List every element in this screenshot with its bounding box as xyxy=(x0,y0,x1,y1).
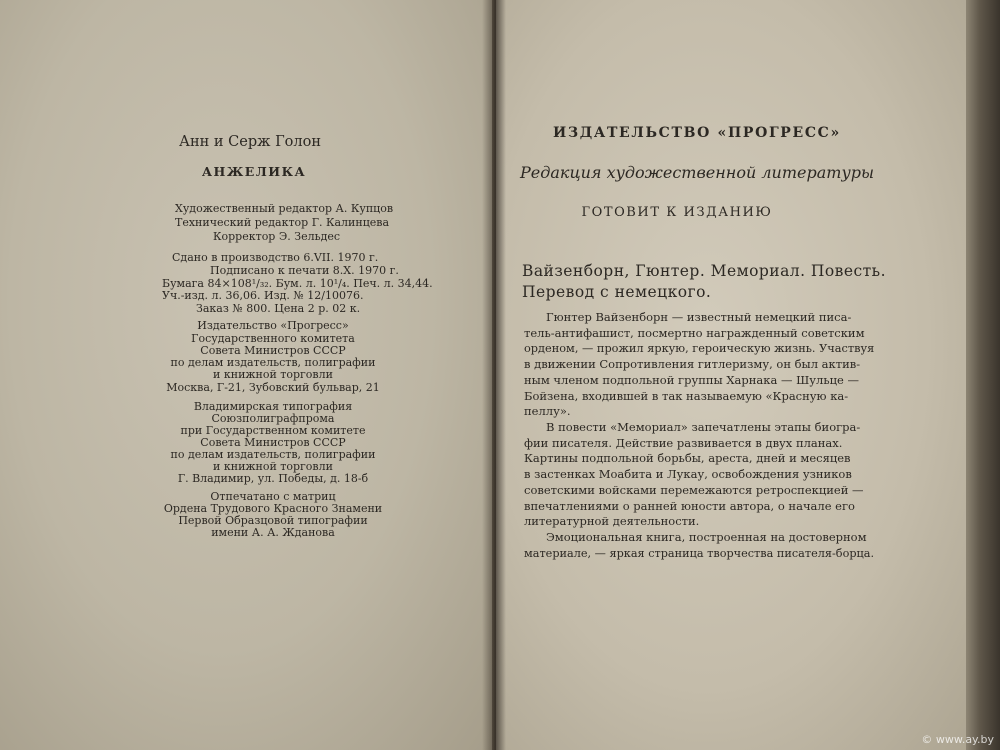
publisher-line: и книжной торговли xyxy=(213,368,333,381)
book-title-line: Вайзенборн, Гюнтер. Мемориал. Повесть. xyxy=(522,262,886,280)
printer-line: Владимирская типография xyxy=(193,400,353,413)
publisher-line: Совета Министров СССР xyxy=(200,344,346,357)
publisher-line: по делам издательств, полиграфии xyxy=(170,356,376,369)
paragraph-line: ным членом подпольной группы Харнака — Шульце — xyxy=(524,372,859,387)
announcement-heading: ГОТОВИТ К ИЗДАНИЮ xyxy=(581,205,773,220)
paragraph-line: тель-антифашист, посмертно награжденный советским xyxy=(524,325,865,340)
printer-line: Совета Министров СССР xyxy=(200,436,346,449)
paragraph-line: орденом, — прожил яркую, героическую жизнь. Участвуя xyxy=(524,341,875,356)
paragraph-line: Картины подпольной борьбы, ареста, дней и месяцев xyxy=(524,451,851,466)
page-edge-shadow xyxy=(966,0,1000,750)
publisher-line: Государственного комитета xyxy=(191,332,355,345)
paragraph-line: В повести «Мемориал» запечатлены этапы биогра- xyxy=(546,420,861,434)
left-page xyxy=(0,0,492,750)
site-watermark: © www.ay.by xyxy=(921,733,994,746)
production-line: Бумага 84×108¹/₃₂. Бум. л. 10¹/₄. Печ. л. 34,44. xyxy=(162,277,433,290)
book-authors: Анн и Серж Голон xyxy=(178,134,322,150)
matrix-line: Первой Образцовой типографии xyxy=(178,514,368,527)
printer-line: и книжной торговли xyxy=(213,460,333,473)
publisher-line: Москва, Г-21, Зубовский бульвар, 21 xyxy=(166,381,380,394)
publisher-heading: ИЗДАТЕЛЬСТВО «ПРОГРЕСС» xyxy=(553,125,841,141)
credit-line: Художественный редактор А. Купцов xyxy=(175,202,394,215)
book-gutter xyxy=(482,0,506,750)
printer-line: по делам издательств, полиграфии xyxy=(170,448,376,461)
description-paragraph-2 xyxy=(524,420,874,530)
paragraph-line: в застенках Моабита и Лукау, освобождения узников xyxy=(524,467,852,482)
description-paragraph-3 xyxy=(524,530,874,561)
paragraph-line: Эмоциональная книга, построенная на достоверном xyxy=(546,530,867,544)
printer-line: Г. Владимир, ул. Победы, д. 18-б xyxy=(177,472,369,485)
paragraph-line: Гюнтер Вайзенборн — известный немецкий писа- xyxy=(546,310,852,324)
paragraph-line: впечатлениями о ранней юности автора, о начале его xyxy=(524,498,855,513)
production-line: Уч.-изд. л. 36,06. Изд. № 12/10076. xyxy=(162,289,364,302)
matrix-line: Ордена Трудового Красного Знамени xyxy=(163,502,383,515)
credit-line: Корректор Э. Зельдес xyxy=(213,230,341,243)
paragraph-line: в движении Сопротивления гитлеризму, он был актив- xyxy=(524,357,861,372)
editorial-subheading: Редакция художественной литературы xyxy=(519,163,874,182)
publisher-line: Издательство «Прогресс» xyxy=(197,319,349,332)
book-title: АНЖЕЛИКА xyxy=(201,164,307,179)
paragraph-line: фии писателя. Действие развивается в двух планах. xyxy=(524,435,843,450)
production-line: Заказ № 800. Цена 2 р. 02 к. xyxy=(196,302,361,315)
paragraph-line: советскими войсками перемежаются ретроспекцией — xyxy=(524,482,864,497)
right-page xyxy=(496,0,966,750)
matrix-line: имени А. А. Жданова xyxy=(211,526,335,539)
paragraph-line: материале, — яркая страница творчества писателя-борца. xyxy=(524,545,875,560)
paragraph-line: литературной деятельности. xyxy=(524,514,700,529)
book-title-line: Перевод с немецкого. xyxy=(522,283,712,301)
credit-line: Технический редактор Г. Калинцева xyxy=(175,216,390,229)
paragraph-line: Бойзена, входившей в так называемую «Красную ка- xyxy=(524,388,849,403)
paragraph-line: пеллу». xyxy=(524,404,571,419)
description-paragraph-1 xyxy=(524,310,874,420)
matrix-line: Отпечатано с матриц xyxy=(210,490,336,503)
production-line: Сдано в производство 6.VII. 1970 г. xyxy=(172,251,379,264)
printer-line: Союзполиграфпрома xyxy=(211,412,335,425)
production-line: Подписано к печати 8.X. 1970 г. xyxy=(210,264,399,277)
printer-line: при Государственном комитете xyxy=(180,424,366,437)
